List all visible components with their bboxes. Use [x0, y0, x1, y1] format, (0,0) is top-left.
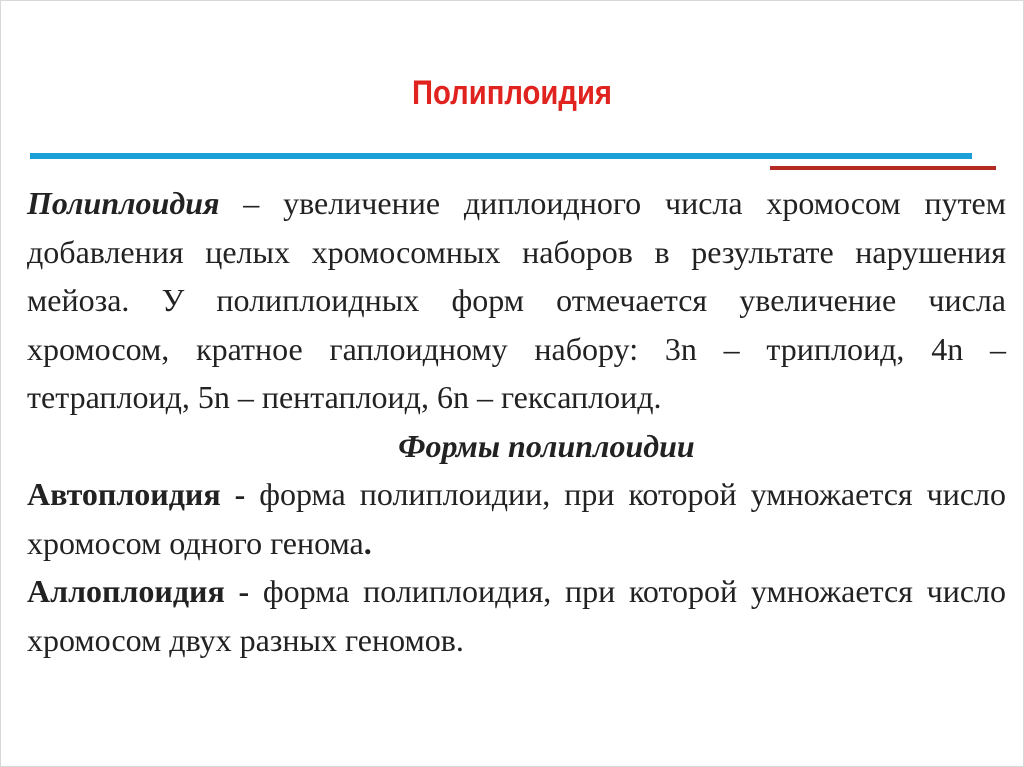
alloploidy-paragraph — [27, 567, 1006, 664]
autoploidy-text: форма полиплоидии, при которой умножается число хромосом одного генома — [27, 476, 1007, 561]
autoploidy-paragraph — [27, 470, 1006, 567]
alloploidy-text: форма полиплоидия, при которой умножается число хромосом двух разных геномов. — [27, 573, 1006, 658]
slide-title: Полиплоидия — [411, 74, 612, 112]
autoploidy-term: Автоплоидия - — [27, 476, 246, 512]
definition-text: – увеличение диплоидного числа хромосом путем добавления целых хромосомных наборов в результате нарушения мейоза. У полиплоидных форм отмечается увеличение числа хромосом, кратное гаплоидному набору: 3n – триплоид, 4n – тетраплоид, 5n – пентаплоид, 6n – гексаплоид. — [27, 185, 1006, 415]
forms-heading: Формы полиплоидии — [398, 427, 695, 464]
definition-paragraph — [27, 179, 1006, 422]
definition-term: Полиплоидия — [27, 185, 220, 221]
alloploidy-term: Аллоплоидия - — [27, 573, 250, 609]
title-underline-blue — [30, 153, 972, 159]
title-underline-red — [770, 166, 996, 170]
slide-body — [27, 179, 1006, 664]
autoploidy-end: . — [363, 524, 372, 561]
